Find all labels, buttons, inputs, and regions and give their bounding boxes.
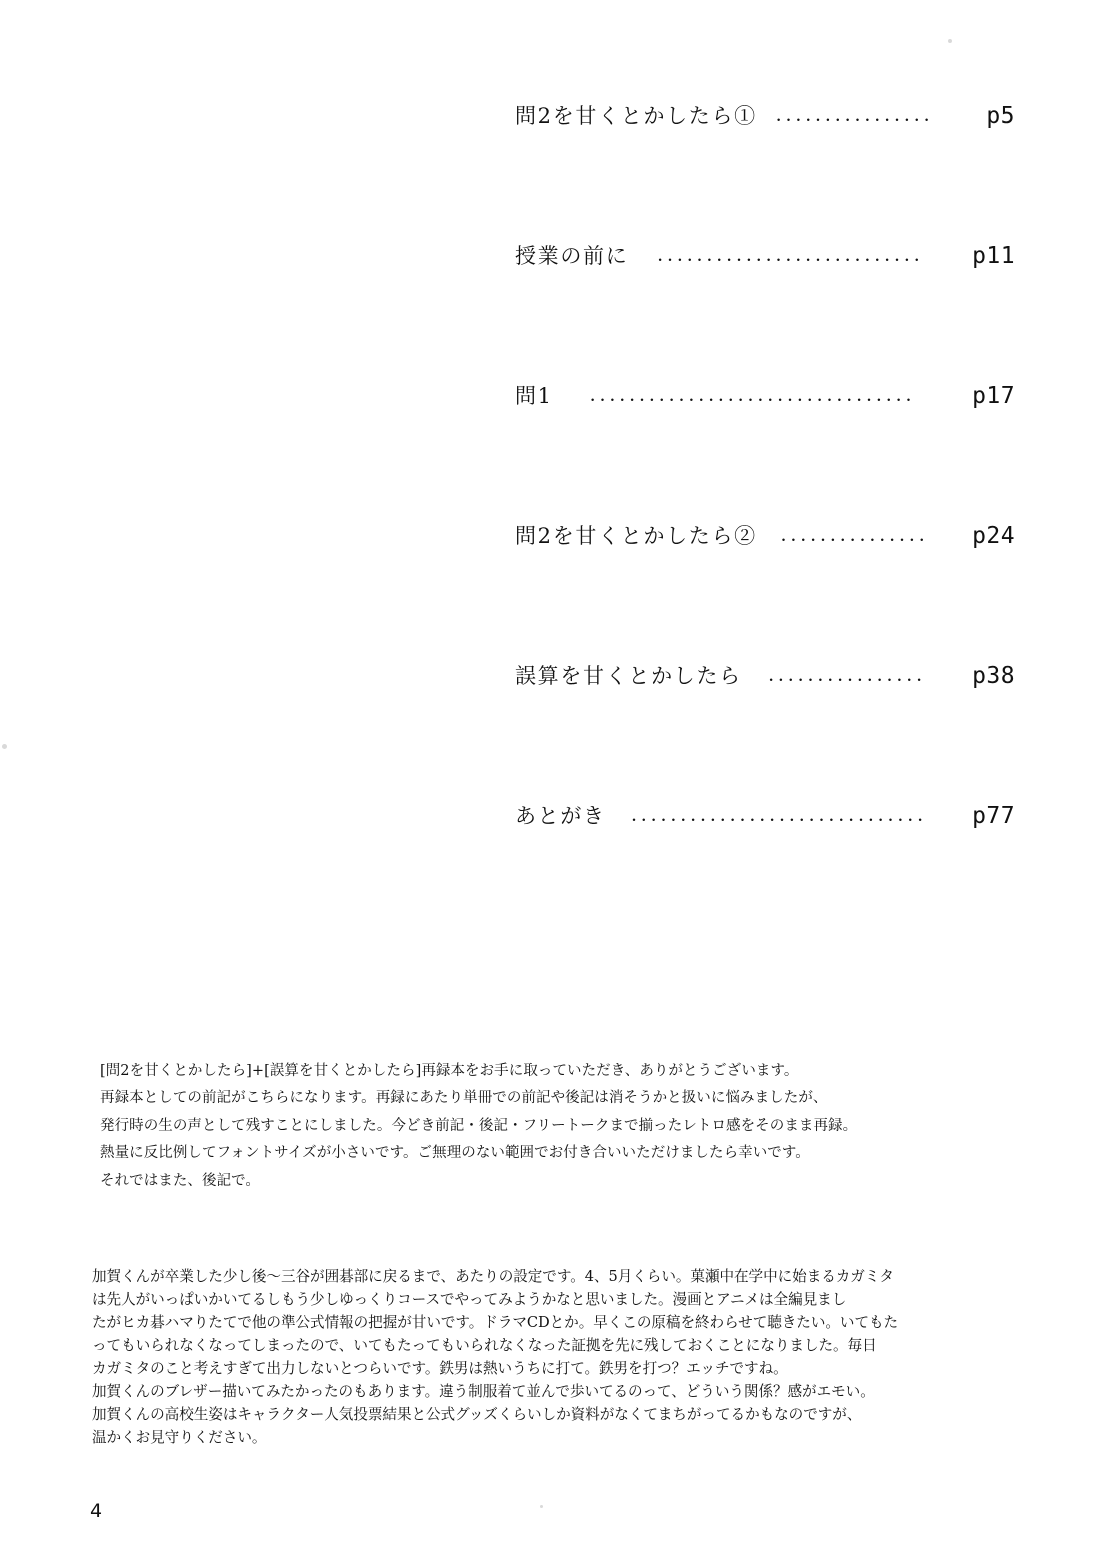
toc-entry-title: 誤算を甘くとかしたら: [515, 664, 742, 688]
toc-entry-title: 問1: [515, 384, 553, 408]
toc-entry-leader: .................................: [590, 382, 916, 406]
toc-entry-title: 問2を甘くとかしたら②: [515, 524, 757, 548]
toc-entry[interactable]: [515, 380, 1015, 520]
toc-entry-page: p77: [972, 803, 1015, 829]
toc-entry-leader: ..............................: [631, 802, 928, 826]
toc-entry-title: 授業の前に: [515, 244, 629, 268]
foreword-line: 再録本としての前記がこちらになります。再録にあたり単冊での前記や後記は消そうかと扱いに悩みましたが、: [100, 1090, 828, 1107]
paper-speck: [540, 1505, 543, 1508]
foreword-line: それではまた、後記で。: [100, 1172, 261, 1189]
toc-entry[interactable]: [515, 520, 1015, 660]
toc-entry-page: p17: [972, 383, 1015, 409]
toc-entry-title: 問2を甘くとかしたら①: [515, 104, 757, 128]
afterword-line: 加賀くんの高校生姿はキャラクター人気投票結果と公式グッズくらいしか資料がなくてまちがってるかもなのですが、: [92, 1406, 862, 1424]
table-of-contents: [515, 100, 1015, 940]
toc-entry[interactable]: [515, 800, 1015, 940]
toc-entry-page: p38: [972, 663, 1015, 689]
afterword-line: は先人がいっぱいかいてるしもう少しゆっくりコースでやってみようかなと思いました。漫画とアニメは全編見まし: [92, 1291, 847, 1309]
afterword-line: 温かくお見守りください。: [92, 1429, 267, 1447]
paper-speck: [948, 39, 952, 43]
toc-entry-page: p11: [972, 243, 1015, 269]
toc-entry-leader: ................: [775, 102, 934, 126]
toc-entry[interactable]: [515, 660, 1015, 800]
toc-entry-page: p24: [972, 523, 1015, 549]
foreword-line: 発行時の生の声として残すことにしました。今どき前記・後記・フリートークまで揃ったレトロ感をそのまま再録。: [100, 1117, 858, 1134]
toc-entry-leader: ...............: [780, 522, 929, 546]
toc-entry-leader: ...........................: [657, 242, 924, 266]
page-number: 4: [90, 1500, 103, 1522]
afterword-line: ってもいられなくなってしまったので、いてもたってもいられなくなった証拠を先に残しておくことになりました。毎日: [92, 1337, 877, 1355]
toc-entry-leader: ................: [768, 662, 927, 686]
afterword-line: 加賀くんが卒業した少し後〜三谷が囲碁部に戻るまで、あたりの設定です。4、5月くらい。菓瀬中在学中に始まるカガミタ: [92, 1268, 894, 1285]
foreword-text: [100, 1060, 1020, 1197]
paper-speck: [2, 744, 7, 749]
afterword-line: 加賀くんのブレザー描いてみたかったのもあります。違う制服着て並んで歩いてるのって、どういう関係？感がエモい。: [92, 1383, 875, 1401]
afterword-line: カガミタのこと考えすぎて出力しないとつらいです。鉄男は熱いうちに打て。鉄男を打つ？エッチですね。: [92, 1360, 788, 1378]
foreword-line: [問2を甘くとかしたら]+[誤算を甘くとかしたら]再録本をお手に取っていただき、ありがとうございます。: [100, 1063, 799, 1079]
toc-entry-page: p5: [986, 103, 1015, 129]
afterword-line: たがヒカ碁ハマりたてで他の準公式情報の把握が甘いです。ドラマCDとか。早くこの原稿を終わらせて聴きたい。いてもた: [92, 1314, 899, 1332]
foreword-line: 熱量に反比例してフォントサイズが小さいです。ご無理のない範囲でお付き合いいただけましたら幸いです。: [100, 1145, 810, 1162]
toc-entry[interactable]: [515, 240, 1015, 380]
toc-entry[interactable]: [515, 100, 1015, 240]
toc-entry-title: あとがき: [515, 804, 606, 828]
afterword-text: [92, 1265, 1032, 1449]
